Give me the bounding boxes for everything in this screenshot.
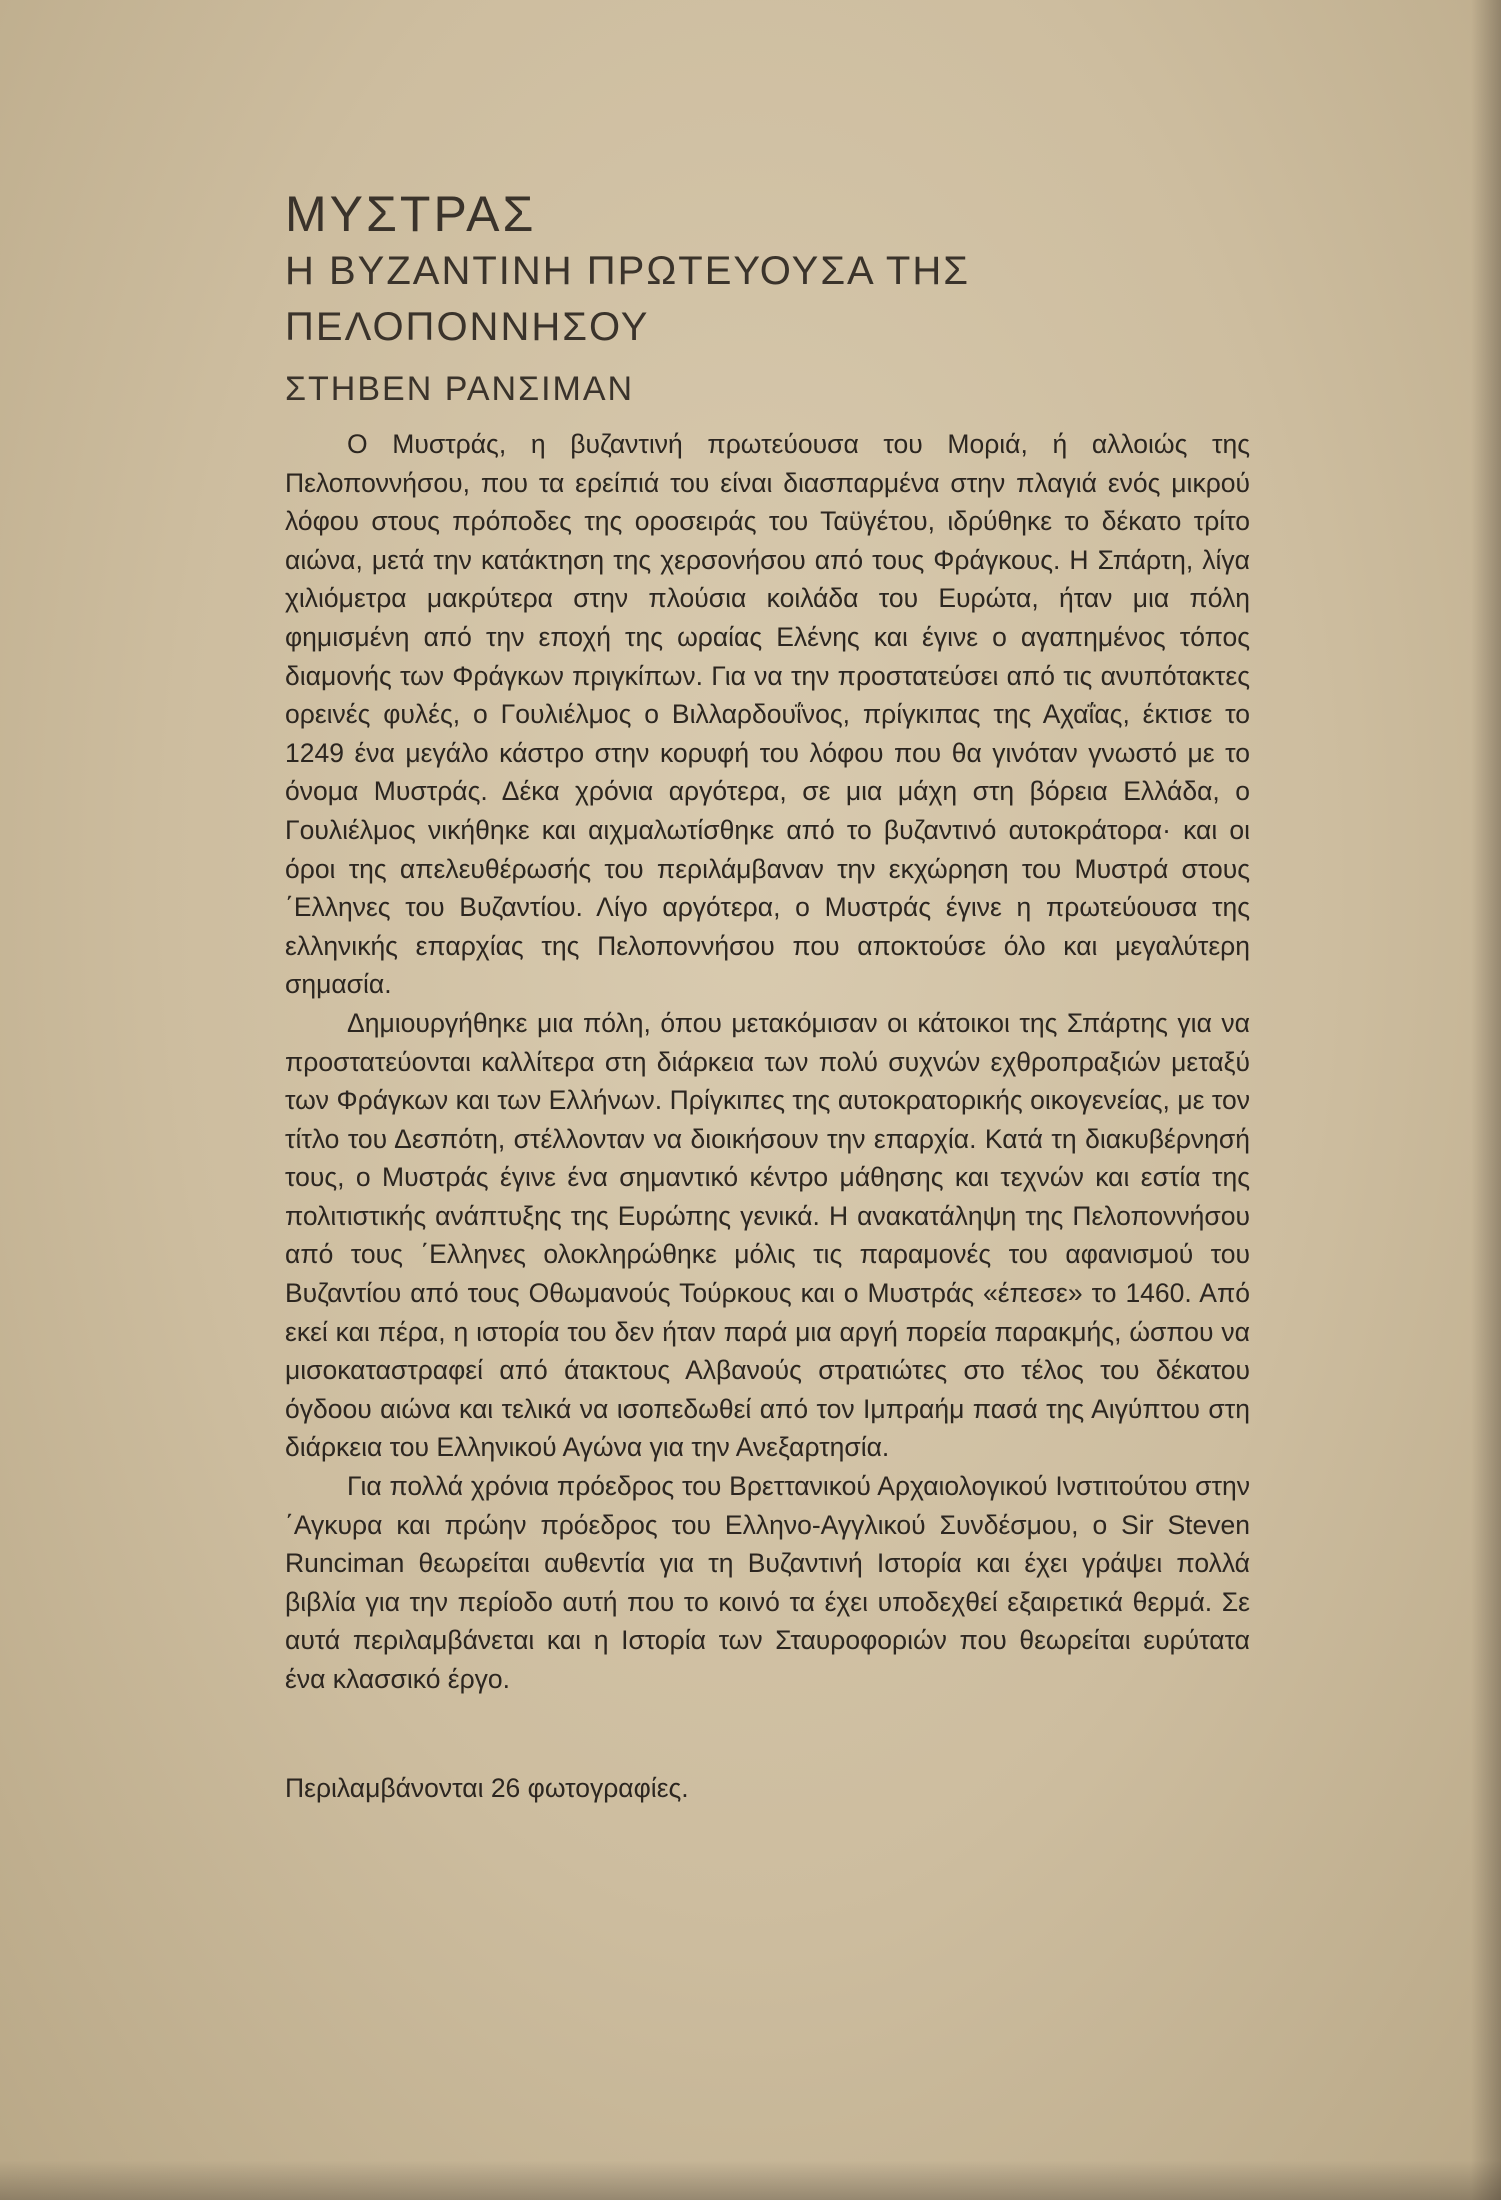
book-title: ΜΥΣΤΡΑΣ [285,186,537,242]
cover-text-block [285,185,1250,1807]
cover-edge-shadow-right [1471,0,1501,2200]
blurb-paragraph-3: Για πολλά χρόνια πρόεδρος του Βρεττανικού Αρχαιολογικού Ινστιτούτου στην ΄Αγκυρα και πρώην πρόεδρος του Ελληνο-Αγγλικού Συνδέσμου, ο Sir Steven Runciman θεωρείται αυθεντία για τη Βυζαντινή Ιστορία και έχει γράψει πολλά βιβλία για την περίοδο αυτή που το κοινό τα έχει υποδεχθεί εξαιρετικά θερμά. Σε αυτά περιλαμβάνεται και η Ιστορία των Σταυροφοριών που θεωρείται ευρύτατα ένα κλασσικό έργο. [285,1471,1250,1694]
cover-edge-shadow-bottom [0,2160,1501,2200]
photo-count-note: Περιλαμβάνονται 26 φωτογραφίες. [285,1772,689,1803]
blurb-paragraph-1: Ο Μυστράς, η βυζαντινή πρωτεύουσα του Μοριά, ή αλλοιώς της Πελοποννήσου, που τα ερείπιά του είναι διασπαρμένα στην πλαγιά ενός μικρού λόφου στους πρόποδες της οροσειράς του Ταϋγέτου, ιδρύθηκε το δέκατο τρίτο αιώνα, μετά την κατάκτηση της χερσονήσου από τους Φράγκους. Η Σπάρτη, λίγα χιλιόμετρα μακρύτερα στην πλούσια κοιλάδα του Ευρώτα, ήταν μια πόλη φημισμένη από την εποχή της ωραίας Ελένης και έγινε ο αγαπημένος τόπος διαμονής των Φράγκων πριγκίπων. Για να την προστατεύσει από τις ανυπότακτες ορεινές φυλές, ο Γουλιέλμος ο Βιλλαρδουΐνος, πρίγκιπας της Αχαΐας, έκτισε το 1249 ένα μεγάλο κάστρο στην κορυφή του λόφου που θα γινόταν γνωστό με το όνομα Μυστράς. Δέκα χρόνια αργότερα, σε μια μάχη στη βόρεια Ελλάδα, ο Γουλιέλμος νικήθηκε και αιχμαλωτίσθηκε από το βυζαντινό αυτοκράτορα· και οι όροι της απελευθέρωσής του περιλάμβαναν την εκχώρηση του Μυστρά στους ΄Ελληνες του Βυζαντίου. Λίγο αργότερα, ο Μυστράς έγινε η πρωτεύουσα της ελληνικής επαρχίας της Πελοποννήσου που αποκτούσε όλο και μεγαλύτερη σημασία. [285,429,1250,1000]
book-author: ΣΤΗΒΕΝ ΡΑΝΣΙΜΑΝ [285,370,635,408]
book-subtitle-line-1: Η ΒΥΖΑΝΤΙΝΗ ΠΡΩΤΕΥΟΥΣΑ ΤΗΣ [285,249,970,293]
blurb-paragraph-2: Δημιουργήθηκε μια πόλη, όπου μετακόμισαν οι κάτοικοι της Σπάρτης για να προστατεύονται καλλίτερα στη διάρκεια των πολύ συχνών εχθροπραξιών μεταξύ των Φράγκων και των Ελλήνων. Πρίγκιπες της αυτοκρατορικής οικογενείας, με τον τίτλο του Δεσπότη, στέλλονταν να διοικήσουν την επαρχία. Κατά τη διακυβέρνησή τους, ο Μυστράς έγινε ένα σημαντικό κέντρο μάθησης και τεχνών και εστία της πολιτιστικής ανάπτυξης της Ευρώπης γενικά. Η ανακατάληψη της Πελοποννήσου από τους ΄Ελληνες ολοκληρώθηκε μόλις τις παραμονές του αφανισμού του Βυζαντίου από τους Οθωμανούς Τούρκους και ο Μυστράς «έπεσε» το 1460. Από εκεί και πέρα, η ιστορία του δεν ήταν παρά μια αργή πορεία παρακμής, ώσπου να μισοκαταστραφεί από άτακτους Αλβανούς στρατιώτες στο τέλος του δέκατου όγδοου αιώνα και τελικά να ισοπεδωθεί από τον Ιμπραήμ πασά της Αιγύπτου στη διάρκεια του Ελληνικού Αγώνα για την Ανεξαρτησία. [285,1007,1250,1463]
book-subtitle-line-2: ΠΕΛΟΠΟΝΝΗΣΟΥ [285,305,650,349]
